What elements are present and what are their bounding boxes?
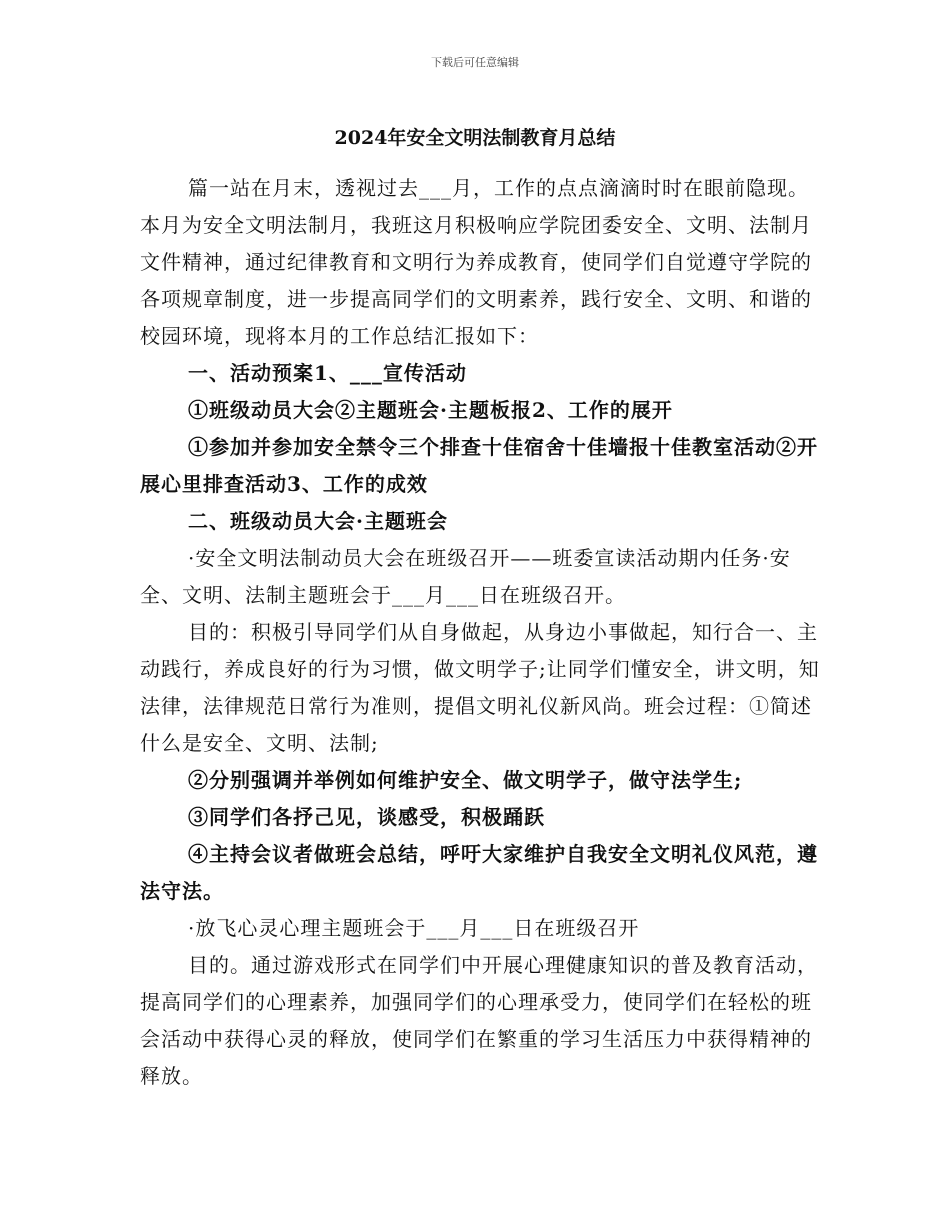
step-2: ②分别强调并举例如何维护安全、做文明学子，做守法学生; bbox=[188, 768, 743, 792]
paragraph-purpose-2: 目的。通过游戏形式在同学们中开展心理健康知识的普及教育活动，提高同学们的心理素养，加强同学们的心理承受力，使同学们在轻松的班会活动中获得心灵的释放，使同学们在繁重的学习生活压力中获得精神的释放。 bbox=[140, 953, 818, 1088]
step-3: ③同学们各抒己见，谈感受，积极踊跃 bbox=[188, 805, 545, 829]
step-4: ④主持会议者做班会总结，呼吁大家维护自我安全文明礼仪风范，遵法守法。 bbox=[140, 842, 818, 903]
section-heading-2: 二、班级动员大会·主题班会 bbox=[188, 509, 448, 533]
item-line-1: ①班级动员大会②主题班会·主题板报2、工作的展开 bbox=[188, 398, 673, 422]
section-heading-1: 一、活动预案1、___宣传活动 bbox=[188, 361, 467, 385]
paragraph-intro: 篇一站在月末，透视过去___月，工作的点点滴滴时时在眼前隐现。本月为安全文明法制月，我班这月积极响应学院团委安全、文明、法制月文件精神，通过纪律教育和文明行为养成教育，使同学们自觉遵守学院的各项规章制度，进一步提高同学们的文明素养，践行安全、文明、和谐的校园环境，现将本月的工作总结汇报如下： bbox=[140, 176, 812, 348]
item-line-2: ①参加并参加安全禁令三个排查十佳宿舍十佳墙报十佳教室活动②开展心里排查活动3、工作的成效 bbox=[140, 435, 818, 496]
document-body bbox=[140, 170, 820, 1095]
paragraph-mobilization: ·安全文明法制动员大会在班级召开——班委宣读活动期内任务·安全、文明、法制主题班会于___月___日在班级召开。 bbox=[140, 546, 791, 607]
paragraph-psychology-meeting: ·放飞心灵心理主题班会于___月___日在班级召开 bbox=[188, 916, 640, 940]
header-note: 下载后可任意编辑 bbox=[431, 56, 519, 69]
paragraph-purpose-1: 目的：积极引导同学们从自身做起，从身边小事做起，知行合一、主动践行，养成良好的行为习惯，做文明学子;让同学们懂安全，讲文明，知法律，法律规范日常行为准则，提倡文明礼仪新风尚。班会过程：①简述什么是安全、文明、法制; bbox=[140, 620, 820, 755]
document-title: 2024年安全文明法制教育月总结 bbox=[334, 127, 616, 149]
